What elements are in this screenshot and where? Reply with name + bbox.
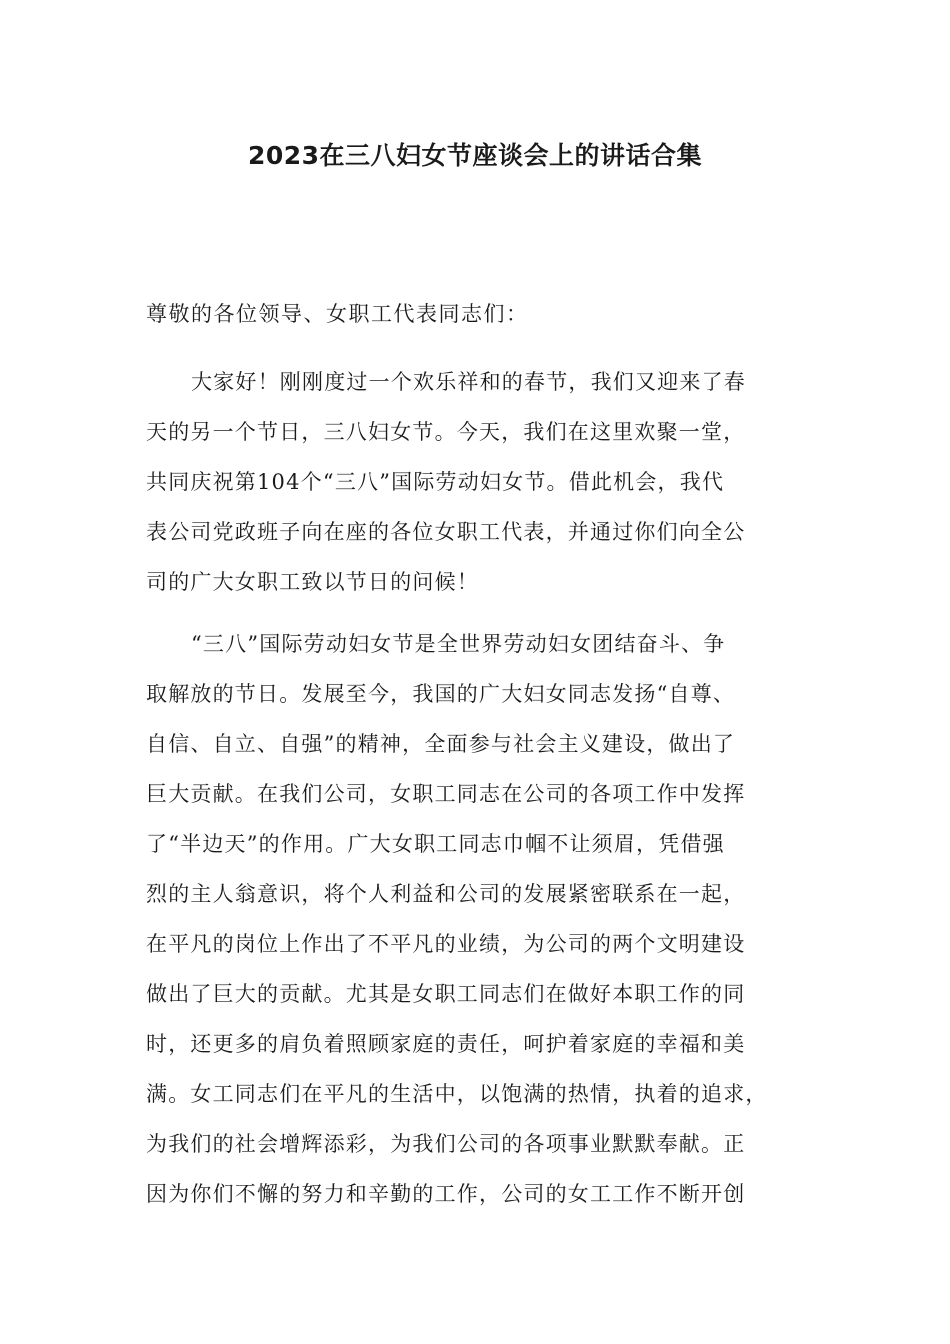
salutation: 尊敬的各位领导、女职工代表同志们： [146, 302, 529, 326]
paragraph-line: 表公司党政班子向在座的各位女职工代表，并通过你们向全公 [146, 520, 746, 544]
paragraph-line: 在平凡的岗位上作出了不平凡的业绩，为公司的两个文明建设 [146, 932, 746, 956]
paragraph-line: 做出了巨大的贡献。尤其是女职工同志们在做好本职工作的同 [146, 982, 746, 1006]
document-title: 2023在三八妇女节座谈会上的讲话合集 [247, 141, 703, 170]
paragraph-line: 时，还更多的肩负着照顾家庭的责任，呵护着家庭的幸福和美 [146, 1032, 746, 1056]
paragraph-line: 大家好！刚刚度过一个欢乐祥和的春节，我们又迎来了春 [191, 370, 746, 394]
paragraph-line: “三八”国际劳动妇女节是全世界劳动妇女团结奋斗、争 [191, 632, 726, 656]
paragraph-line: 巨大贡献。在我们公司，女职工同志在公司的各项工作中发挥 [146, 782, 746, 806]
paragraph-line: 因为你们不懈的努力和辛勤的工作，公司的女工工作不断开创 [146, 1182, 746, 1206]
paragraph-line: 烈的主人翁意识，将个人利益和公司的发展紧密联系在一起， [146, 882, 746, 906]
paragraph-line: 满。女工同志们在平凡的生活中，以饱满的热情，执着的追求， [146, 1082, 768, 1106]
paragraph-line: 自信、自立、自强”的精神，全面参与社会主义建设，做出了 [146, 732, 736, 756]
paragraph-line: 为我们的社会增辉添彩，为我们公司的各项事业默默奉献。正 [146, 1132, 746, 1156]
paragraph-line: 司的广大女职工致以节日的问候！ [146, 570, 479, 594]
paragraph-line: 共同庆祝第104个“三八”国际劳动妇女节。借此机会，我代 [146, 470, 725, 494]
paragraph-line: 天的另一个节日，三八妇女节。今天，我们在这里欢聚一堂， [146, 420, 746, 444]
paragraph-line: 取解放的节日。发展至今，我国的广大妇女同志发扬“自尊、 [146, 682, 736, 706]
paragraph-line: 了“半边天”的作用。广大女职工同志巾帼不让须眉，凭借强 [146, 832, 725, 856]
